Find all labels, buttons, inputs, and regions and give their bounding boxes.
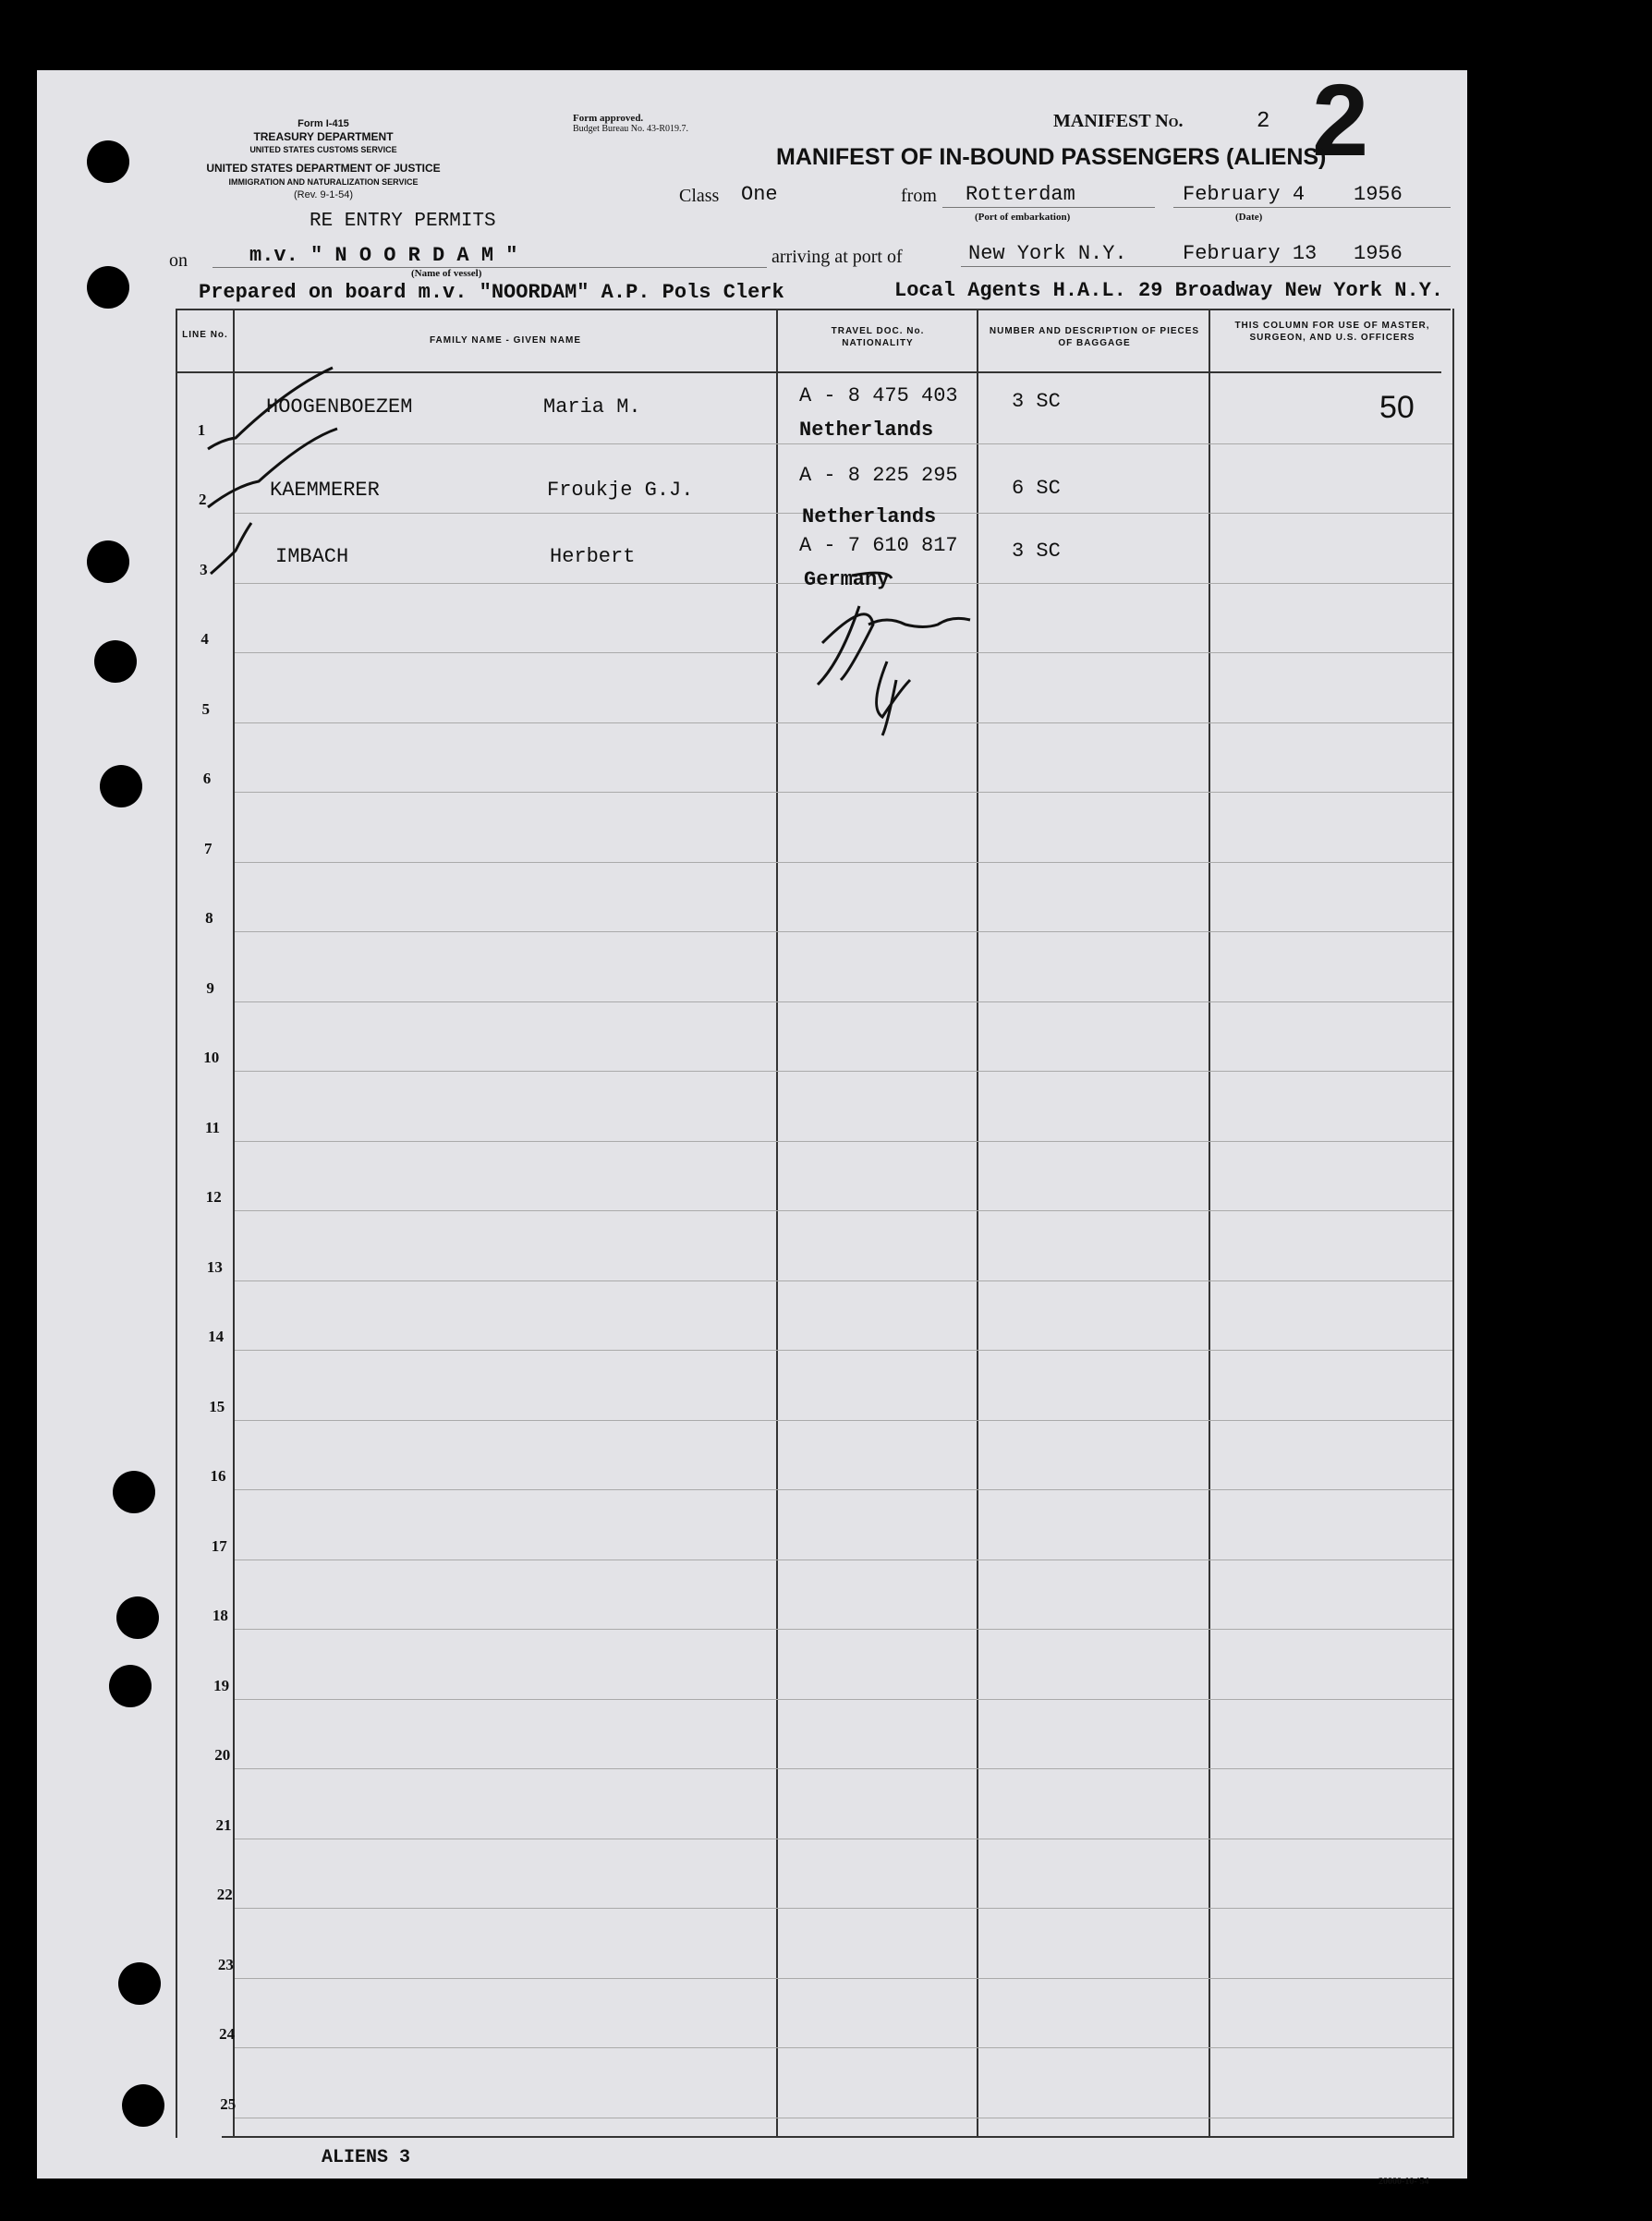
punch-hole — [87, 266, 129, 309]
footer-aliens: ALIENS 3 — [322, 2147, 411, 2168]
line-number: 3 — [200, 560, 208, 578]
reentry-permits: RE ENTRY PERMITS — [310, 211, 496, 232]
officer-note: 50 — [1379, 390, 1415, 425]
punch-hole — [109, 1665, 152, 1707]
col-baggage: NUMBER AND DESCRIPTION OF PIECES OF BAGGAGE — [989, 326, 1200, 348]
departure-year: 1956 — [1354, 183, 1403, 206]
passenger-family-name: KAEMMERER — [270, 479, 380, 502]
form-approved: Form approved. — [573, 113, 644, 124]
col-line-no: LINE No. — [182, 330, 228, 340]
passenger-baggage: 3 SC — [1012, 540, 1061, 563]
class-value: One — [741, 183, 778, 206]
line-number: 9 — [206, 978, 214, 997]
manifest-label: MANIFEST No. — [1053, 111, 1184, 131]
class-label: Class — [679, 186, 720, 206]
line-number: 25 — [220, 2094, 237, 2113]
line-number: 1 — [197, 420, 206, 439]
punch-hole — [87, 140, 129, 183]
line-number: 12 — [205, 1188, 222, 1206]
checkmark-3 — [211, 523, 251, 574]
punch-hole — [118, 1962, 161, 2005]
punch-hole — [94, 640, 137, 683]
date-caption: (Date) — [1235, 212, 1263, 223]
line-number: 2 — [198, 491, 207, 508]
line-number: 24 — [219, 2025, 236, 2043]
port-of-embarkation: Rotterdam — [966, 183, 1075, 206]
manifest-big-number: 2 — [1312, 64, 1369, 177]
handwriting-overlay — [37, 64, 1467, 2179]
arrival-year: 1956 — [1354, 242, 1403, 265]
ins: IMMIGRATION AND NATURALIZATION SERVICE — [228, 177, 419, 187]
vessel-name: m.v. " N O O R D A M " — [249, 244, 518, 267]
signature — [818, 573, 970, 735]
revision: (Rev. 9-1-54) — [294, 189, 353, 200]
col-officers: THIS COLUMN FOR USE OF MASTER, SURGEON, AND U.S. OFFICERS — [1234, 321, 1430, 343]
punch-hole — [122, 2084, 164, 2127]
footer-print-code: 20000-10-'54 — [1379, 2177, 1429, 2187]
line-number: 6 — [202, 770, 212, 787]
line-number: 23 — [217, 1955, 234, 1973]
manifest-number: 2 — [1257, 109, 1270, 134]
passenger-nationality: Netherlands — [799, 419, 934, 442]
line-number: 16 — [210, 1467, 226, 1485]
arriving-label: arriving at port of — [771, 247, 903, 267]
form-number: Form I-415 — [298, 118, 349, 129]
punch-hole — [87, 540, 129, 583]
justice-department: UNITED STATES DEPARTMENT OF JUSTICE — [206, 162, 441, 175]
port-caption: (Port of embarkation) — [975, 212, 1071, 223]
punch-hole — [100, 765, 142, 807]
department: TREASURY DEPARTMENT — [253, 130, 394, 143]
checkmark-1 — [208, 368, 333, 449]
line-number: 22 — [216, 1886, 233, 1903]
passenger-given-name: Maria M. — [543, 395, 641, 419]
passenger-nationality: Germany — [804, 568, 890, 591]
line-number: 20 — [214, 1746, 231, 1764]
line-number: 5 — [201, 699, 211, 718]
passenger-family-name: IMBACH — [275, 545, 349, 568]
line-number: 15 — [209, 1397, 225, 1415]
line-number: 18 — [212, 1607, 228, 1624]
budget-bureau: Budget Bureau No. 43-R019.7. — [573, 124, 688, 134]
line-number: 10 — [203, 1049, 220, 1066]
passenger-travel-doc: A - 8 225 295 — [799, 464, 958, 487]
arrival-date: February 13 — [1183, 242, 1318, 265]
passenger-baggage: 3 SC — [1012, 390, 1061, 413]
vessel-caption: (Name of vessel) — [411, 268, 482, 279]
passenger-travel-doc: A - 7 610 817 — [799, 534, 958, 557]
col-name: FAMILY NAME - GIVEN NAME — [429, 335, 581, 346]
line-number: 21 — [215, 1815, 232, 1834]
passenger-given-name: Froukje G.J. — [547, 479, 694, 502]
line-number: 7 — [203, 839, 213, 857]
punch-hole — [116, 1596, 159, 1639]
passenger-baggage: 6 SC — [1012, 477, 1061, 500]
customs-service: UNITED STATES CUSTOMS SERVICE — [249, 145, 397, 154]
from-label: from — [901, 186, 937, 206]
line-number: 4 — [200, 630, 209, 648]
manifest-title: MANIFEST OF IN-BOUND PASSENGERS (ALIENS) — [776, 144, 1327, 170]
line-number: 19 — [213, 1676, 230, 1694]
on-label: on — [169, 250, 188, 271]
passenger-travel-doc: A - 8 475 403 — [799, 384, 958, 407]
punch-hole — [113, 1471, 155, 1513]
local-agents: Local Agents H.A.L. 29 Broadway New York N.Y. — [894, 279, 1444, 302]
arrival-port: New York N.Y. — [968, 242, 1127, 265]
passenger-given-name: Herbert — [550, 545, 636, 568]
col-travel-doc: TRAVEL DOC. No. NATIONALITY — [831, 326, 925, 348]
line-number: 13 — [206, 1257, 223, 1276]
departure-date: February 4 — [1183, 183, 1306, 206]
manifest-page — [37, 64, 1467, 2187]
line-number: 11 — [204, 1118, 221, 1136]
line-number: 8 — [205, 909, 213, 927]
line-number: 14 — [208, 1328, 225, 1345]
line-number: 17 — [211, 1536, 227, 1555]
passenger-nationality: Netherlands — [802, 505, 937, 528]
passenger-family-name: HOOGENBOEZEM — [266, 395, 413, 419]
prepared-on-board: Prepared on board m.v. "NOORDAM" A.P. Pols Clerk — [199, 281, 784, 304]
